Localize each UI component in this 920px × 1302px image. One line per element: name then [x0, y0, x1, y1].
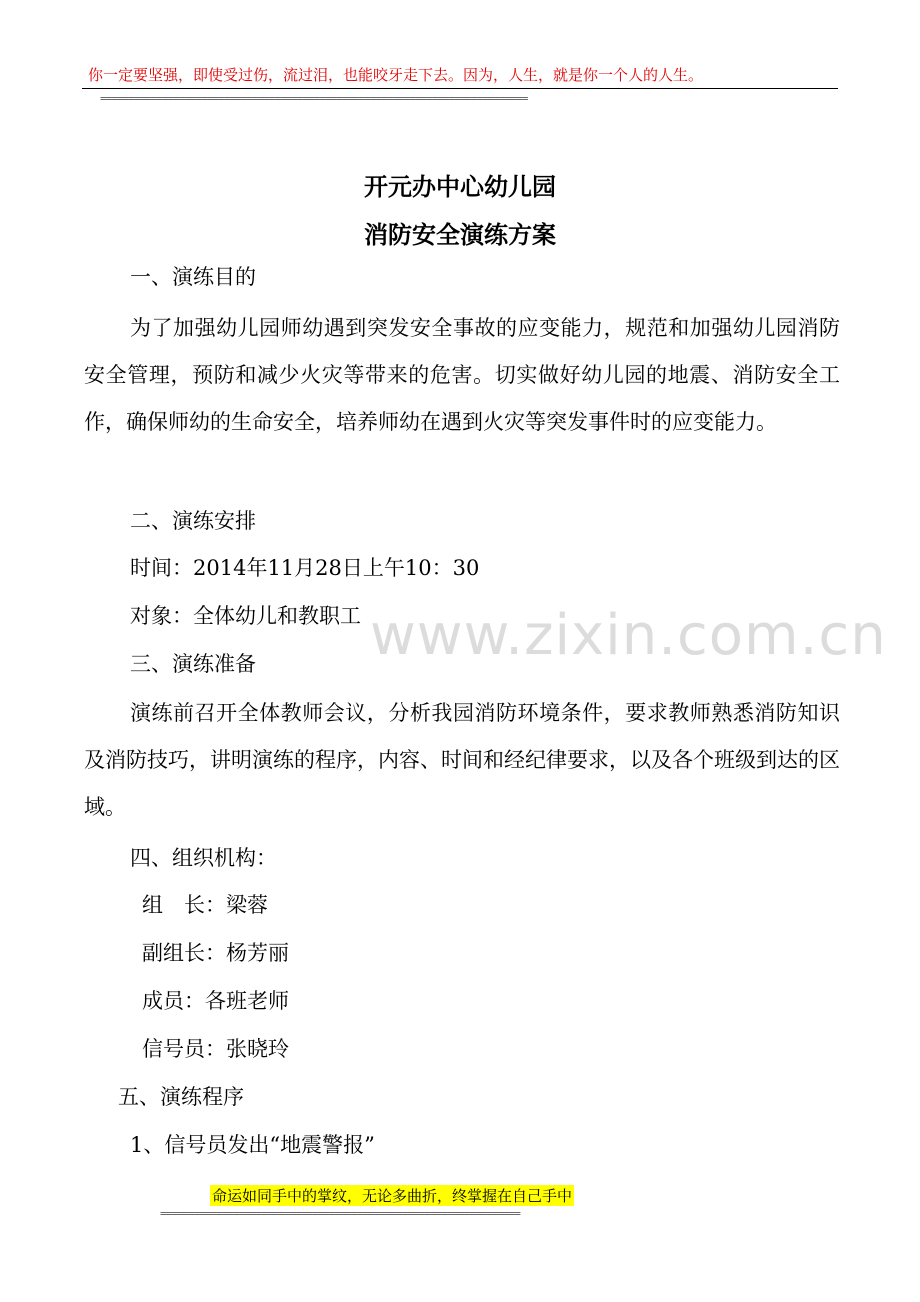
watermark: www.zixin.com.cn	[370, 603, 887, 668]
footer-motto: 命运如同手中的掌纹，无论多曲折，终掌握在自己手中	[212, 1187, 573, 1205]
section4-heading: 四、组织机构：	[130, 846, 277, 870]
document-title-school: 开元办中心幼儿园	[364, 173, 556, 201]
section3-paragraph: 演练前召开全体教师会议，分析我园消防环境条件，要求教师熟悉消防知识及消防技巧，讲明演练的程序，内容、时间和经纪律要求，以及各个班级到达的区域。	[84, 701, 840, 819]
section3-heading: 三、演练准备	[130, 652, 256, 676]
header-separator: ============================================================================	[100, 92, 528, 105]
header-rule	[82, 88, 838, 89]
procedure-step-1: 1、信号员发出“地震警报”	[130, 1133, 375, 1157]
section1-heading: 一、演练目的	[130, 265, 256, 289]
org-members: 成员：各班老师	[142, 989, 289, 1013]
header-motto: 你一定要坚强，即使受过伤，流过泪，也能咬牙走下去。因为，人生，就是你一个人的人生。	[88, 66, 704, 84]
org-leader: 组 长：梁蓉	[142, 893, 268, 917]
section2-heading: 二、演练安排	[130, 509, 256, 533]
footer-separator: ================================================================	[160, 1207, 520, 1220]
target-line: 对象：全体幼儿和教职工	[130, 604, 361, 628]
org-deputy-leader: 副组长：杨芳丽	[142, 941, 289, 965]
section5-heading: 五、演练程序	[118, 1085, 244, 1109]
document-title-plan: 消防安全演练方案	[364, 221, 556, 249]
org-signaler: 信号员：张晓玲	[142, 1037, 289, 1061]
section1-paragraph: 为了加强幼儿园师幼遇到突发安全事故的应变能力，规范和加强幼儿园消防安全管理，预防和减少火灾等带来的危害。切实做好幼儿园的地震、消防安全工作，确保师幼的生命安全，培养师幼在遇到火灾等突发事件时的应变能力。	[84, 316, 840, 434]
time-line: 时间：2014年11月28日上午10：30	[130, 556, 480, 580]
